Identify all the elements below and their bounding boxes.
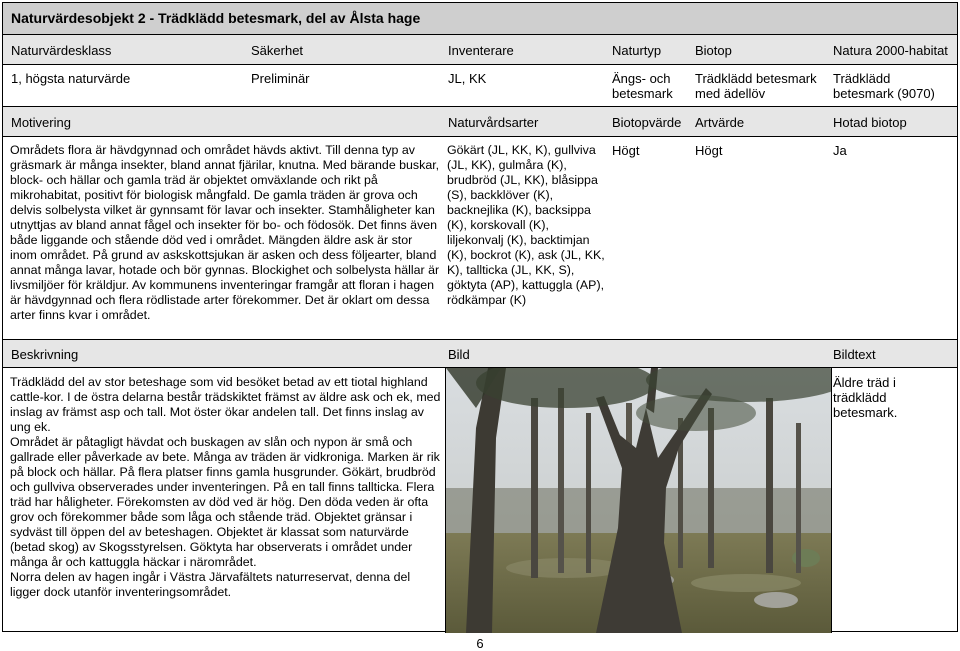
header-bildtext: Bildtext — [833, 347, 876, 362]
beskrivning-paragraph-1: Trädklädd del av stor beteshage som vid besöket betad av ett tiotal highland cattle-kor. I de östra delarna består trädskiktet främst av äldre ask och ek, med inslag av främst asp och tall. Mot öster ökar andelen tall. Det finns inslag av ung ek. — [10, 375, 441, 434]
value-hotad-biotop: Ja — [833, 143, 847, 158]
header-natura2000: Natura 2000-habitat — [833, 43, 948, 58]
value-inventerare: JL, KK — [448, 71, 487, 86]
motivering-text: Områdets flora är hävdgynnad och området hävds aktivt. Till denna typ av gräsmark är många insekter, bland annat fjärilar, knutna. Med bärande buskar, block- och hällar och gamla träd är objektet omväxlande och rikt på mikrohabitat, positivt för biologisk mångfald. De gamla träden är grova och delvis solbelysta vilket är gynnsamt för lavar och insekter. Stamhåligheter kan utnyttjas av bland annat fågel och insekter för bo- och födosök. Det finns även både liggande och stående död ved i området. Mängden äldre ask är stor inom området. På grund av askskottsjukan är asken och dess följearter, bland annat många lavar, hotade och bör gynnas. Blockighet och solbelysta hällar är livsmiljöer för kräldjur. Av kommunens inventeringar framgår att floran i hagen är hävdgynnad och flera rödlistade arter förekommer. Det är oklart om dessa arter finns kvar i området. — [10, 143, 440, 322]
object-sheet — [2, 2, 958, 632]
data-row-motivering — [3, 137, 957, 340]
header-motivering: Motivering — [11, 115, 71, 130]
header-sakerhet: Säkerhet — [251, 43, 304, 58]
value-natura2000: Trädklädd betesmark (9070) — [833, 71, 935, 101]
page-number: 6 — [476, 636, 484, 651]
header-hotad-biotop: Hotad biotop — [833, 115, 907, 130]
header-inventerare: Inventerare — [448, 43, 514, 58]
beskrivning-paragraph-3: Norra delen av hagen ingår i Västra Järvafältets naturreservat, denna del ligger dock utanför inventeringsområdet. — [10, 570, 411, 599]
caption-divider — [831, 368, 832, 633]
header-row-classification — [3, 35, 957, 65]
object-photo — [445, 368, 831, 633]
header-naturvardesklass: Naturvärdesklass — [11, 43, 112, 58]
photo-forest-pasture — [446, 368, 831, 633]
value-sakerhet: Preliminär — [251, 71, 310, 86]
header-naturtyp: Naturtyp — [612, 43, 662, 58]
value-biotopvarde: Högt — [612, 143, 640, 158]
page-title: Naturvärdesobjekt 2 - Trädklädd betesmark, del av Ålsta hage — [11, 10, 421, 26]
beskrivning-paragraph-2: Området är påtagligt hävdat och buskagen av slån och nypon är små och gallrade eller påverkade av bete. Många av träden är vidkroniga. Marken är rik på block och hällar. På flera platser finns gamla husgrunder. Gökärt, brudbröd och gullviva observerades under inventeringen. På en tall finns tallticka. Flera träd har håligheter. Förekomsten av död ved är hög. Den döda veden är ofta grov och förekommer både som låga och stående träd. Objektet gränsar i sydväst till öppen del av beteshagen. Objektet är klassat som naturvärde (betad skog) av Skogsstyrelsen. Göktyta har observerats i området under många år och kattuggla häckar i närområdet. — [10, 435, 440, 569]
beskrivning-text — [10, 375, 442, 600]
value-naturvardesklass: 1, högsta naturvärde — [11, 71, 131, 86]
value-naturtyp: Ängs- och betesmark — [612, 71, 673, 101]
data-row-classification — [3, 65, 957, 107]
header-biotopvarde: Biotopvärde — [612, 115, 682, 130]
header-beskrivning: Beskrivning — [11, 347, 79, 362]
header-artvarde: Artvärde — [695, 115, 745, 130]
value-biotop: Trädklädd betesmark med ädellöv — [695, 71, 817, 101]
bildtext-text: Äldre träd i trädklädd betesmark. — [833, 375, 898, 420]
value-artvarde: Högt — [695, 143, 723, 158]
header-bild: Bild — [448, 347, 470, 362]
title-bar — [3, 3, 957, 35]
header-row-beskrivning — [3, 340, 957, 368]
header-biotop: Biotop — [695, 43, 732, 58]
header-naturvardsarter: Naturvårdsarter — [448, 115, 539, 130]
naturvardsarter-text: Gökärt (JL, KK, K), gullviva (JL, KK), gulmåra (K), brudbröd (JL, KK), blåsippa (S), backklöver (K), backnejlika (K), backsippa (K), korskovall (K), liljekonvalj (K), backtimjan (K), bockrot (K), ask (JL, KK, K), tallticka (JL, KK, S), göktyta (AP), kattuggla (AP), rödkämpar (K) — [447, 143, 605, 307]
header-row-motivering — [3, 107, 957, 137]
